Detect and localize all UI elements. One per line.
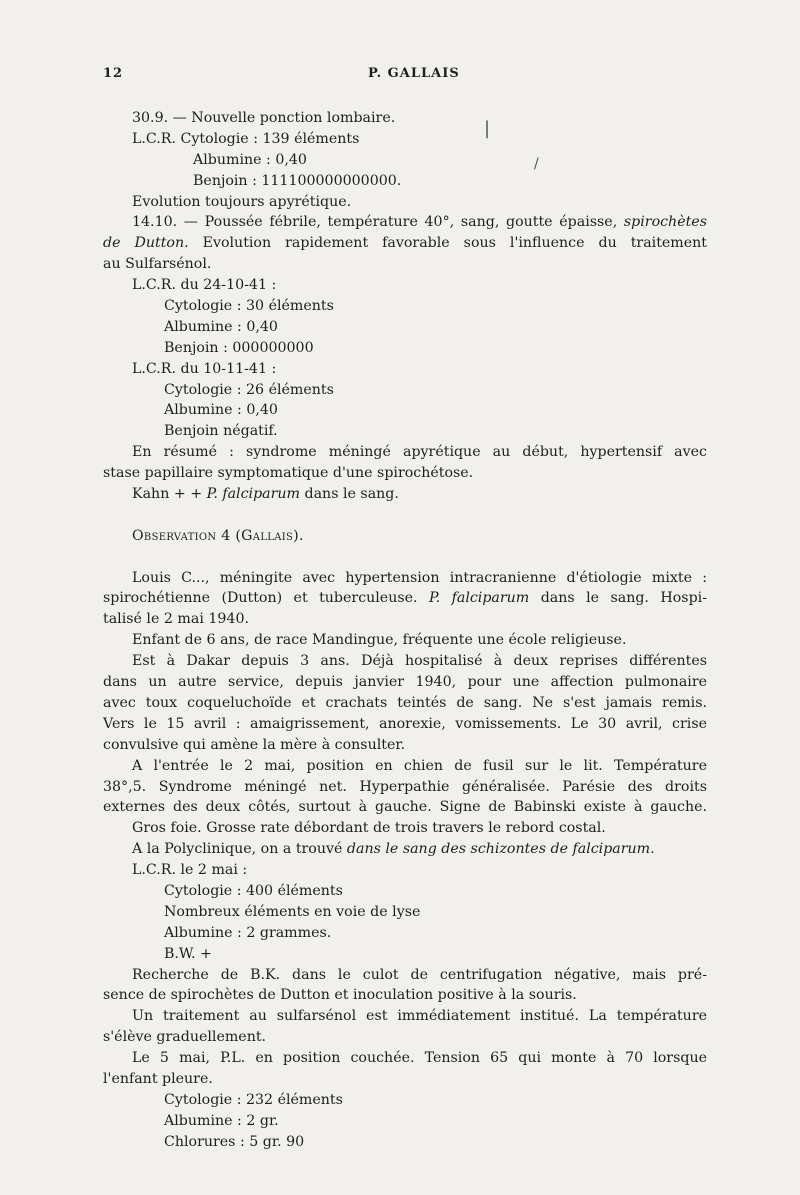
text-line: l'enfant pleure. xyxy=(103,1070,213,1087)
text-line: Cytologie : 232 éléments xyxy=(164,1091,343,1108)
text-line: Benjoin : 111100000000000. xyxy=(193,172,402,189)
text-line: Albumine : 0,40 xyxy=(164,318,278,335)
text-line: convulsive qui amène la mère à consulter. xyxy=(103,736,406,753)
text-line: L.C.R. le 2 mai : xyxy=(132,862,248,879)
text-line: Benjoin négatif. xyxy=(164,423,278,440)
text-line: 30.9. — Nouvelle ponction lombaire. xyxy=(132,110,396,126)
text-line: avec toux coqueluchoïde et crachats teintés de sang. Ne s'est jamais remis. xyxy=(103,694,707,711)
text-line: En résumé : syndrome méningé apyrétique au début, hypertensif avec xyxy=(132,444,707,461)
text-line: Albumine : 2 grammes. xyxy=(164,924,332,941)
text-line: L.C.R. du 24-10-41 : xyxy=(132,277,277,294)
text-line: Enfant de 6 ans, de race Mandingue, fréquente une école religieuse. xyxy=(132,632,627,649)
text-line: A la Polyclinique, on a trouvé dans le sang des schizontes de falciparum. xyxy=(132,841,655,858)
text-line: Est à Dakar depuis 3 ans. Déjà hospitalisé à deux reprises différentes xyxy=(132,653,707,670)
text-line: Cytologie : 26 éléments xyxy=(164,381,334,398)
text-line: A l'entrée le 2 mai, position en chien de fusil sur le lit. Température xyxy=(132,757,707,774)
text-line: Albumine : 2 gr. xyxy=(164,1112,279,1129)
text-line: Benjoin : 000000000 xyxy=(164,339,314,356)
text-line: Recherche de B.K. dans le culot de centrifugation négative, mais pré- xyxy=(132,966,707,983)
text-line: Un traitement au sulfarsénol est immédiatement institué. La température xyxy=(132,1008,707,1025)
text-line: au Sulfarsénol. xyxy=(103,256,212,273)
text-line: Albumine : 0,40 xyxy=(193,151,307,168)
text-line: Cytologie : 400 éléments xyxy=(164,882,343,899)
text-line: dans un autre service, depuis janvier 1940, pour une affection pulmonaire xyxy=(103,674,707,691)
text-line: Nombreux éléments en voie de lyse xyxy=(164,903,421,920)
text-line: B.W. + xyxy=(164,945,212,962)
text-line: externes des deux côtés, surtout à gauche. Signe de Babinski existe à gauche. xyxy=(103,799,707,816)
text-line: s'élève graduellement. xyxy=(103,1029,267,1046)
text-line: Kahn + + P. falciparum dans le sang. xyxy=(132,486,399,503)
text-line: stase papillaire symptomatique d'une spirochétose. xyxy=(103,465,474,482)
text-line: Gros foie. Grosse rate débordant de trois travers le rebord costal. xyxy=(132,820,606,837)
text-line: Louis C..., méningite avec hypertension intracranienne d'étiologie mixte : xyxy=(132,569,707,586)
section-heading: Observation 4 (Gallais). xyxy=(132,527,304,544)
text-line: Evolution toujours apyrétique. xyxy=(132,193,352,210)
text-line: sence de spirochètes de Dutton et inoculation positive à la souris. xyxy=(103,987,577,1004)
text-line: L.C.R. du 10-11-41 : xyxy=(132,360,277,377)
running-head: P. GALLAIS xyxy=(368,66,460,81)
text-line: Cytologie : 30 éléments xyxy=(164,298,334,315)
text-line: spirochétienne (Dutton) et tuberculeuse. P. falciparum dans le sang. Hospi- xyxy=(103,590,707,607)
margin-mark: / xyxy=(534,156,539,172)
page-number: 12 xyxy=(103,66,124,81)
document-body xyxy=(103,108,707,1153)
margin-mark: | xyxy=(484,118,491,139)
text-line: 38°,5. Syndrome méningé net. Hyperpathie généralisée. Parésie des droits xyxy=(103,778,707,795)
text-line: Le 5 mai, P.L. en position couchée. Tension 65 qui monte à 70 lorsque xyxy=(132,1050,707,1067)
text-line: Albumine : 0,40 xyxy=(164,402,278,419)
text-line: Vers le 15 avril : amaigrissement, anorexie, vomissements. Le 30 avril, crise xyxy=(103,715,707,732)
text-line: de Dutton. Evolution rapidement favorable sous l'influence du traitement xyxy=(103,235,707,252)
text-line: L.C.R. Cytologie : 139 éléments xyxy=(132,130,360,147)
text-line: Chlorures : 5 gr. 90 xyxy=(164,1133,305,1150)
text-line: talisé le 2 mai 1940. xyxy=(103,611,249,628)
text-line: 14.10. — Poussée fébrile, température 40°, sang, goutte épaisse, spirochètes xyxy=(132,214,707,231)
